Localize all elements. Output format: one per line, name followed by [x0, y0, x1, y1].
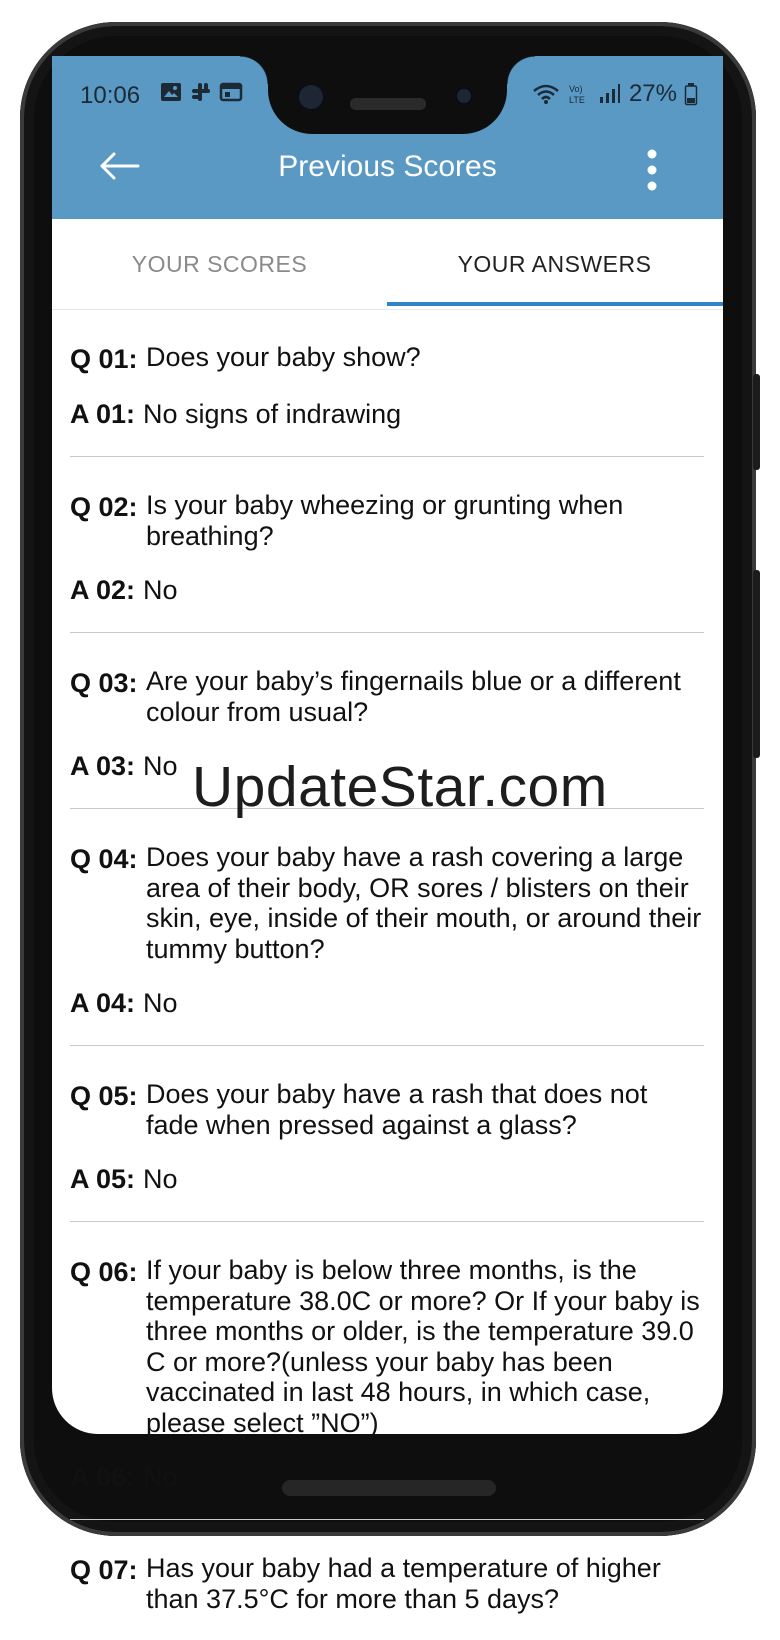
- answers-list[interactable]: [70, 309, 704, 1640]
- power-button: [753, 374, 760, 470]
- signal-icon: [599, 83, 621, 105]
- question-label: Q 01:: [70, 344, 138, 374]
- answer-text: No: [143, 1164, 178, 1194]
- image-icon: [160, 82, 182, 102]
- tab-your-scores[interactable]: YOUR SCORES: [131, 251, 308, 277]
- answer-text: No: [143, 1462, 178, 1492]
- answer-text: No: [143, 575, 178, 605]
- status-right: [533, 80, 697, 108]
- answer-text: No: [143, 988, 178, 1018]
- answer-text: No: [143, 751, 178, 781]
- more-vert-icon[interactable]: [644, 148, 660, 192]
- svg-text:Vo): Vo): [568, 84, 583, 94]
- calendar-icon: [220, 82, 242, 102]
- question-label: Q 06:: [70, 1257, 138, 1287]
- question-text: Is your baby wheezing or grunting when breathing?: [146, 490, 624, 551]
- answer-label: A 05:: [70, 1164, 136, 1194]
- wifi-icon: [533, 83, 559, 105]
- tab-indicator: [387, 302, 723, 306]
- question-label: Q 07:: [70, 1555, 138, 1585]
- notification-icons: [160, 82, 242, 102]
- question-label: Q 05:: [70, 1081, 138, 1111]
- status-time: 10:06: [80, 82, 141, 109]
- slack-icon: [190, 82, 212, 102]
- question-text: Does your baby show?: [146, 342, 421, 372]
- answer-label: A 01:: [70, 399, 136, 429]
- question-text: Has your baby had a temperature of higher than 37.5°C for more than 5 days?: [146, 1553, 661, 1614]
- screen: [52, 56, 723, 1614]
- list-item: [70, 1222, 704, 1520]
- question-label: Q 04:: [70, 844, 138, 874]
- app-header: [52, 56, 723, 219]
- svg-text:LTE: LTE: [568, 95, 585, 105]
- answer-label: A 02:: [70, 575, 136, 605]
- battery-percent: 27%: [628, 80, 677, 107]
- question-label: Q 03:: [70, 668, 138, 698]
- list-item: [70, 809, 704, 1046]
- answer-label: A 06:: [70, 1462, 136, 1492]
- earpiece-speaker: [350, 98, 426, 110]
- page-title: Previous Scores: [278, 150, 497, 183]
- tab-your-answers[interactable]: YOUR ANSWERS: [457, 251, 652, 277]
- list-item: [70, 1520, 704, 1640]
- answer-label: A 04:: [70, 988, 136, 1018]
- front-camera: [296, 82, 326, 112]
- list-item: [70, 457, 704, 633]
- volume-button: [753, 570, 760, 758]
- question-text: Are your baby’s fingernails blue or a different colour from usual?: [146, 666, 681, 727]
- camera-notch: [268, 56, 507, 134]
- battery-icon: [685, 83, 697, 105]
- answer-text: No signs of indrawing: [143, 399, 402, 429]
- volte-icon: [567, 82, 591, 106]
- question-text: If your baby is below three months, is the temperature 38.0C or more? Or If your baby is three months or older, is the temperature 39.0 C or more?(unless your baby has been vaccinated in last 48 hours, in which case, please select ”NO”): [146, 1255, 700, 1438]
- list-item: [70, 309, 704, 457]
- secondary-camera: [454, 86, 474, 106]
- list-item: [70, 1046, 704, 1222]
- question-text: Does your baby have a rash that does not fade when pressed against a glass?: [146, 1079, 648, 1140]
- tab-bar: [52, 219, 723, 310]
- answer-label: A 03:: [70, 751, 136, 781]
- question-text: Does your baby have a rash covering a large area of their body, OR sores / blisters on their skin, eye, inside of their mouth, or around their tummy button?: [146, 842, 702, 964]
- watermark: UpdateStar.com: [192, 755, 608, 819]
- question-label: Q 02:: [70, 492, 138, 522]
